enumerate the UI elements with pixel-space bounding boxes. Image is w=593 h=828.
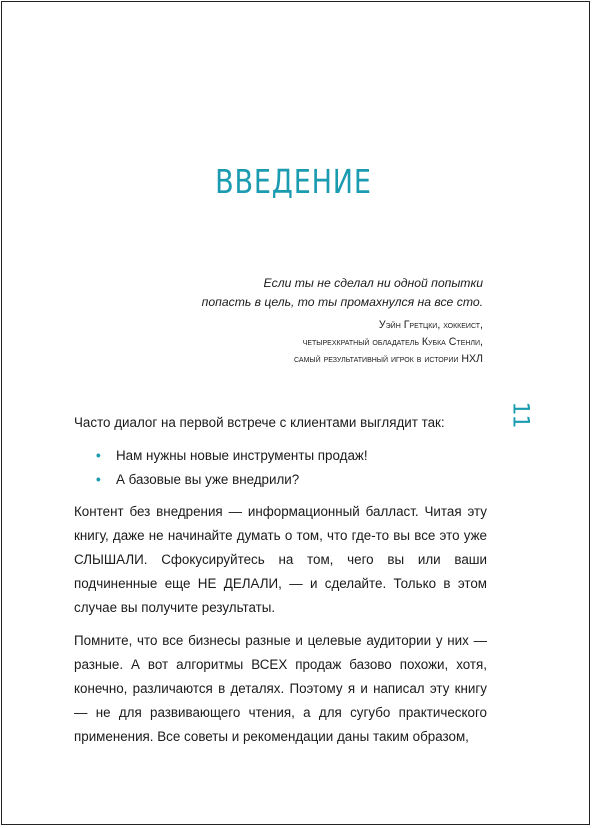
bullet-list <box>74 444 487 492</box>
book-page <box>1 1 590 825</box>
list-item <box>94 468 487 492</box>
epigraph-author: Уэйн Гретцки, хоккеист, <box>378 319 483 331</box>
list-item-text: Нам нужны новые инструменты продаж! <box>116 448 368 463</box>
page-number: 11 <box>507 401 533 428</box>
paragraph-2: Помните, что все бизнесы разные и целевые аудитории у них — разные. А вот алгоритмы ВСЕХ продаж базово похожи, хотя, конечно, различаются в деталях. Поэтому я и написал эту книгу — не для развивающего чтения, а для сугубо практического применения. Все советы и рекомендации даны таким образом, <box>74 633 487 744</box>
epigraph-quote-line-1: Если ты не сделал ни одной попытки <box>263 276 483 290</box>
list-item <box>94 444 487 468</box>
intro-paragraph: Часто диалог на первой встрече с клиентами выглядит так: <box>74 415 445 430</box>
body-text <box>74 411 487 749</box>
bullet-icon: • <box>96 472 101 487</box>
epigraph-role-line-2: самый результативный игрок в истории НХЛ <box>294 353 483 365</box>
epigraph-role-line-1: четырехкратный обладатель Кубка Стенли, <box>302 336 483 348</box>
chapter-title: ВВЕДЕНИЕ <box>215 162 372 201</box>
paragraph-1: Контент без внедрения — информационный балласт. Читая эту книгу, даже не начинайте думать о том, что где-то вы все это уже СЛЫШАЛИ. Сфокусируйтесь на том, чего вы или ваши подчиненные еще НЕ ДЕЛАЛИ, — и сделайте. Только в этом случае вы получите результаты. <box>74 504 487 615</box>
epigraph <box>123 274 483 368</box>
list-item-text: А базовые вы уже внедрили? <box>116 472 300 487</box>
bullet-icon: • <box>96 448 101 463</box>
epigraph-quote-line-2: попасть в цель, то ты промахнулся на все сто. <box>201 295 483 309</box>
